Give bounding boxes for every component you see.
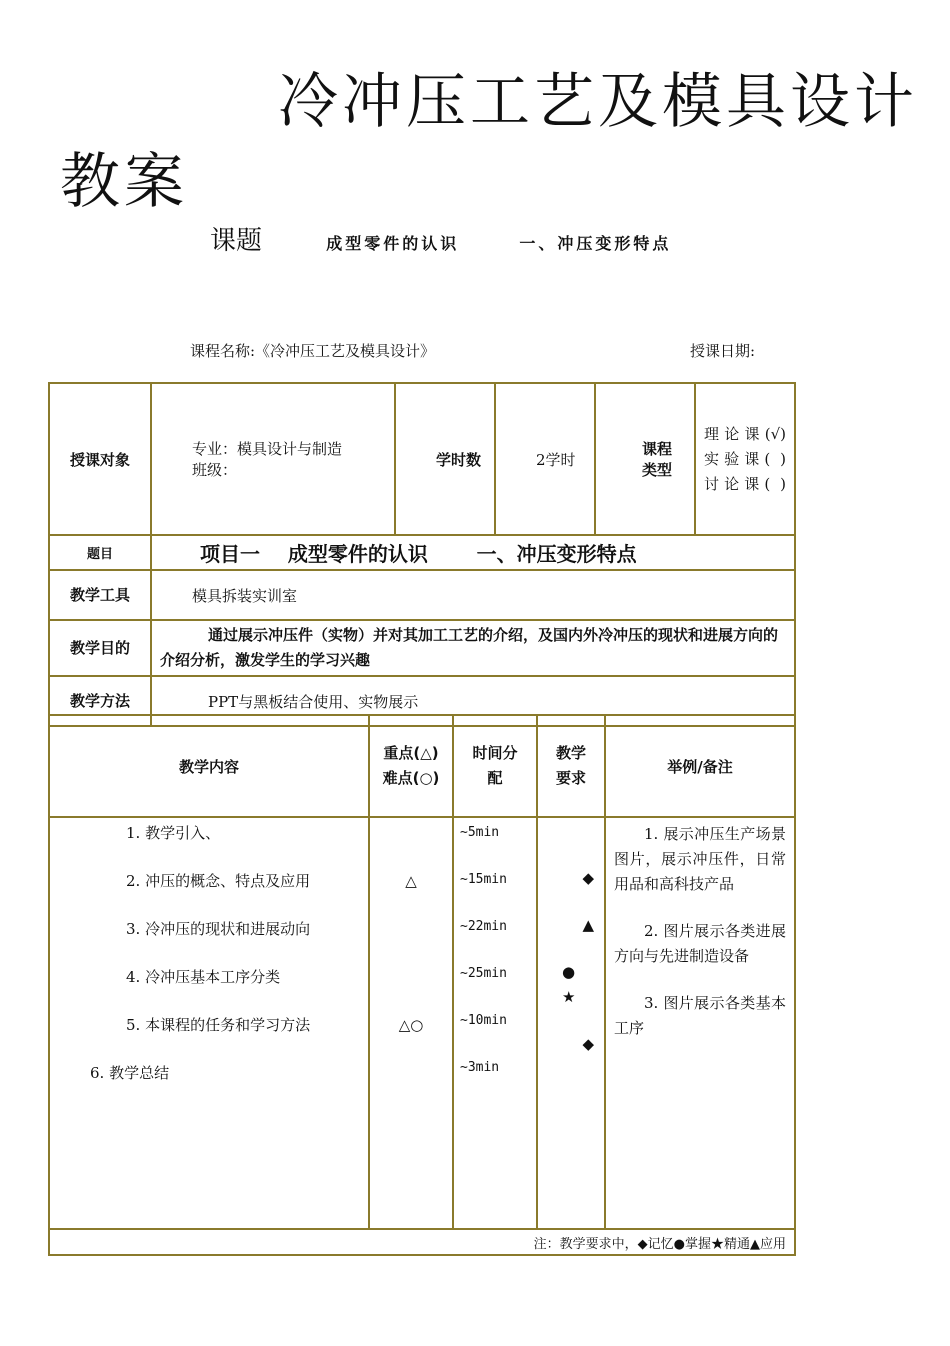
purpose-value: 通过展示冲压件（实物）并对其加工工艺的介绍，及国内外冷冲压的现状和进展方向的介绍分析，激发学生的学习兴趣 — [151, 620, 795, 676]
topic-label: 题目 — [49, 535, 151, 570]
time-item: ~15min — [460, 872, 507, 887]
time-item: ~5min — [460, 825, 500, 840]
subject-value-1: 成型零件的认识 — [326, 234, 460, 253]
tools-label: 教学工具 — [49, 570, 151, 620]
course-meta — [190, 340, 770, 361]
content-item: 3. 冷冲压的现状和进展动向 — [126, 920, 311, 938]
key-marks — [369, 817, 453, 1229]
key-mark: △ — [405, 872, 417, 890]
req-item: ●★ — [562, 963, 576, 1006]
tools-value: 模具拆装实训室 — [151, 570, 795, 620]
note-item: 1. 展示冲压生产场景图片，展示冲压件，日常用品和高科技产品 — [614, 825, 786, 893]
time-list — [453, 817, 537, 1229]
type-theory: 理论课(√) — [704, 424, 786, 443]
content-item: 2. 冲压的概念、特点及应用 — [126, 872, 311, 890]
content-item: 5. 本课程的任务和学习方法 — [126, 1016, 311, 1034]
req-header: 教学要求 — [537, 715, 605, 817]
content-item: 4. 冷冲压基本工序分类 — [126, 968, 281, 986]
req-item: ▲ — [582, 916, 594, 934]
subject-value-2: 一、冲压变形特点 — [519, 234, 672, 253]
key-mark — [378, 966, 444, 988]
class: 班级： — [192, 461, 238, 479]
req-item: ◆ — [582, 869, 594, 887]
hours-value: 2学时 — [495, 383, 595, 535]
note-header: 举例/备注 — [605, 715, 795, 817]
content-item: 6. 教学总结 — [90, 1064, 170, 1082]
req-item: ◆ — [582, 1035, 594, 1053]
content-header: 教学内容 — [49, 715, 369, 817]
note-item: 2. 图片展示各类进展方向与先进制造设备 — [614, 922, 786, 965]
notes-list — [605, 817, 795, 1229]
content-list — [49, 817, 369, 1229]
purpose-label: 教学目的 — [49, 620, 151, 676]
time-item: ~25min — [460, 966, 507, 981]
hours-label: 学时数 — [395, 383, 495, 535]
major: 专业：模具设计与制造 — [192, 440, 343, 458]
note-item: 3. 图片展示各类基本工序 — [614, 994, 786, 1037]
time-item: ~22min — [460, 919, 507, 934]
subject-line — [210, 220, 810, 257]
document-title — [60, 62, 920, 222]
type-label: 课程类型 — [595, 383, 695, 535]
info-table — [48, 382, 796, 727]
time-header: 时间分配 — [453, 715, 537, 817]
key-mark: △○ — [398, 1016, 424, 1034]
key-mark — [378, 822, 444, 844]
key-header: 重点(△)难点(○) — [369, 715, 453, 817]
content-table — [48, 714, 796, 1256]
subject-label: 课题 — [210, 226, 263, 256]
type-lab: 实验课( ) — [704, 449, 786, 468]
method-value: PPT与黑板结合使用、实物展示 — [151, 676, 795, 726]
audience-label: 授课对象 — [49, 383, 151, 535]
footnote: 注：教学要求中，◆记忆●掌握★精通▲应用 — [49, 1229, 795, 1255]
content-item: 1. 教学引入、 — [126, 824, 221, 842]
key-mark — [378, 918, 444, 940]
time-item: ~10min — [460, 1013, 507, 1028]
topic-value: 项目一 成型零件的认识 一、冲压变形特点 — [151, 535, 795, 570]
req-list — [537, 817, 605, 1229]
course-name: 课程名称:《冷冲压工艺及模具设计》 — [190, 342, 436, 360]
title-line-1: 冷冲压工艺及模具设计 — [278, 67, 918, 137]
time-item: ~3min — [460, 1060, 500, 1075]
method-label: 教学方法 — [49, 676, 151, 726]
type-discussion: 讨论课( ) — [704, 474, 786, 493]
title-line-2: 教案 — [60, 147, 188, 217]
date-label: 授课日期: — [690, 342, 756, 360]
